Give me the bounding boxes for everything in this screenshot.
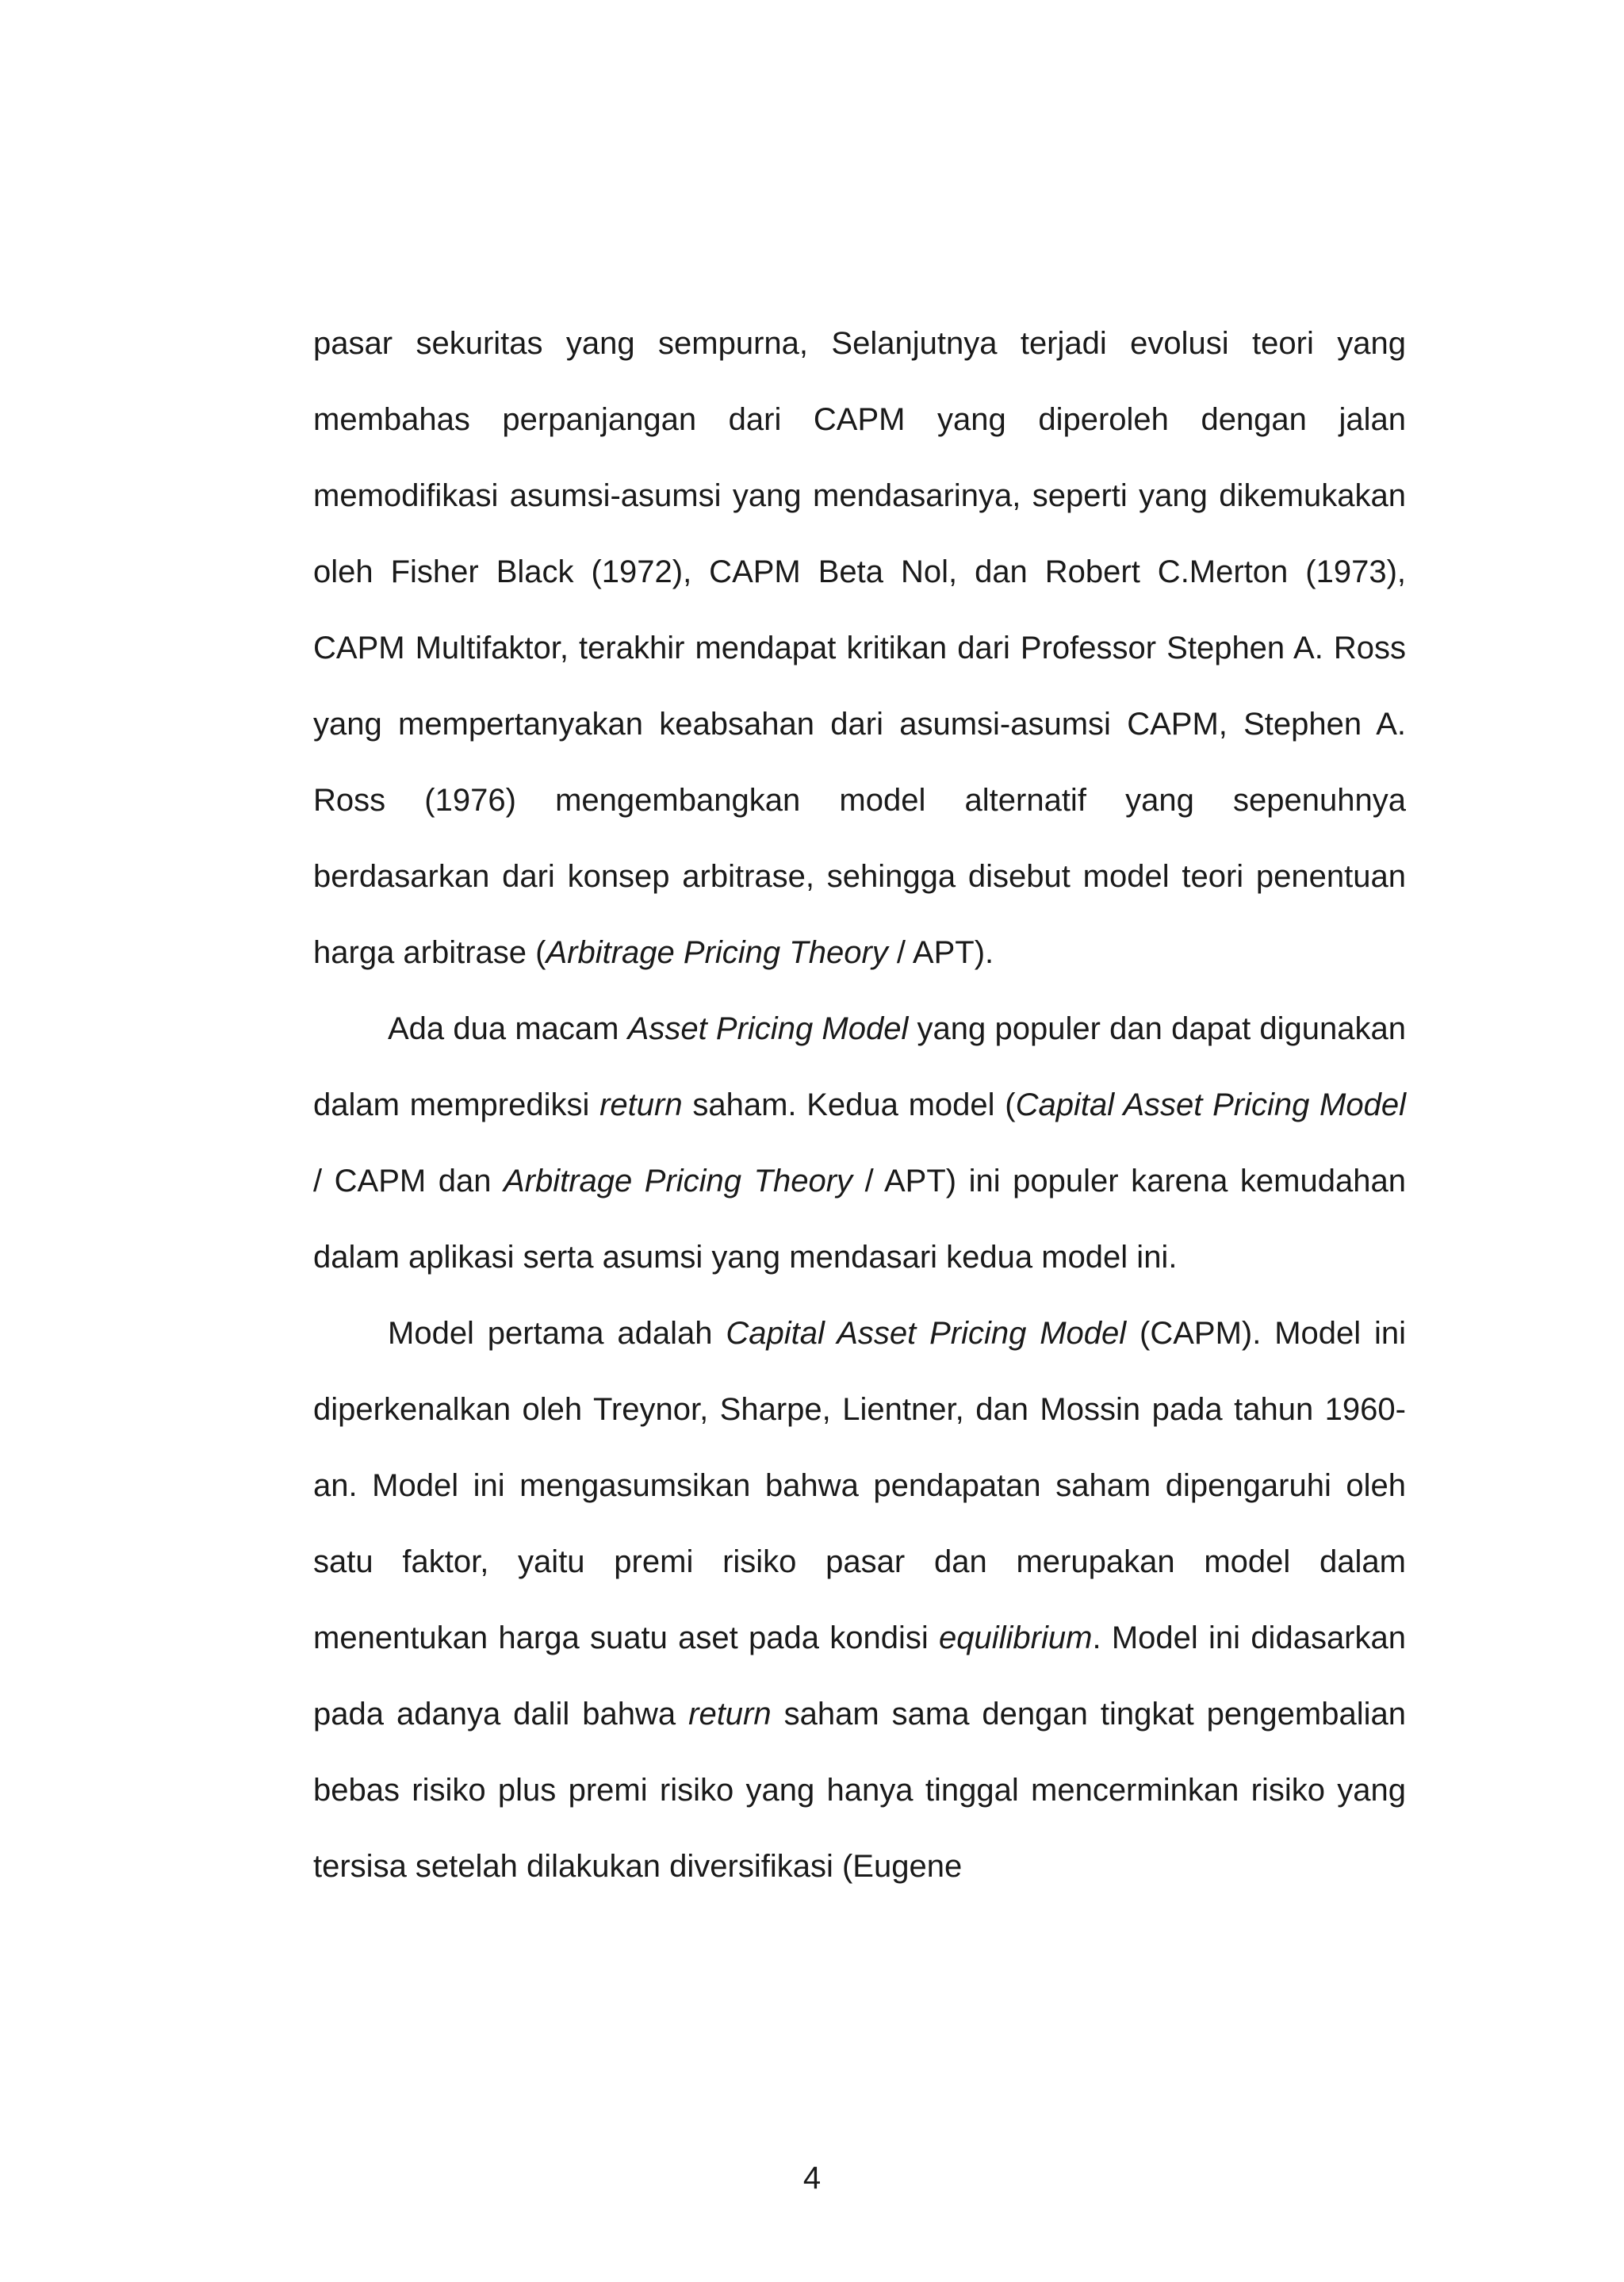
italic-term: equilibrium xyxy=(939,1620,1093,1655)
italic-term: Capital Asset Pricing Model xyxy=(1015,1087,1407,1122)
text-run: Ada dua macam xyxy=(388,1011,628,1046)
text-run: Model pertama adalah xyxy=(388,1316,726,1351)
text-run: saham sama dengan tingkat pengembalian bebas risiko plus premi risiko yang hanya tinggal mencerminkan risiko yang tersisa setelah dilakukan diversifikasi (Eugene xyxy=(313,1697,1406,1884)
italic-term: Arbitrage Pricing Theory xyxy=(503,1164,853,1199)
paragraph-3 xyxy=(313,1295,1406,1904)
italic-term: Capital Asset Pricing Model xyxy=(726,1316,1127,1351)
text-run: / APT) ini populer karena kemudahan dalam aplikasi serta asumsi yang mendasari kedua model ini. xyxy=(313,1164,1406,1275)
italic-term: return xyxy=(688,1697,772,1732)
text-run: . Model ini didasarkan pada adanya dalil bahwa xyxy=(313,1620,1406,1732)
italic-term: Asset Pricing Model xyxy=(627,1011,909,1046)
paragraph-1 xyxy=(313,305,1406,991)
body-text xyxy=(313,305,1406,1904)
text-run: (CAPM). Model ini diperkenalkan oleh Treynor, Sharpe, Lientner, dan Mossin pada tahun 1960-an. Model ini mengasumsikan bahwa pendapatan saham dipengaruhi oleh satu faktor, yaitu premi risiko pasar dan merupakan model dalam menentukan harga suatu aset pada kondisi xyxy=(313,1316,1406,1655)
text-run: saham. Kedua model ( xyxy=(682,1087,1016,1122)
paragraph-2 xyxy=(313,991,1406,1295)
text-run: / APT). xyxy=(887,935,994,970)
italic-term: return xyxy=(599,1087,683,1122)
italic-term: Arbitrage Pricing Theory xyxy=(546,935,888,970)
text-run: / CAPM dan xyxy=(313,1164,504,1199)
text-run: pasar sekuritas yang sempurna, Selanjutnya terjadi evolusi teori yang membahas perpanjangan dari CAPM yang diperoleh dengan jalan memodifikasi asumsi-asumsi yang mendasarinya, seperti yang dikemukakan oleh Fisher Black (1972), CAPM Beta Nol, dan Robert C.Merton (1973), CAPM Multifaktor, terakhir mendapat kritikan dari Professor Stephen A. Ross yang mempertanyakan keabsahan dari asumsi-asumsi CAPM, Stephen A. Ross (1976) mengembangkan model alternatif yang sepenuhnya berdasarkan dari konsep arbitrase, sehingga disebut model teori penentuan harga arbitrase ( xyxy=(313,326,1406,970)
text-run: yang populer dan dapat digunakan dalam memprediksi xyxy=(313,1011,1406,1122)
page-number: 4 xyxy=(802,2161,822,2196)
